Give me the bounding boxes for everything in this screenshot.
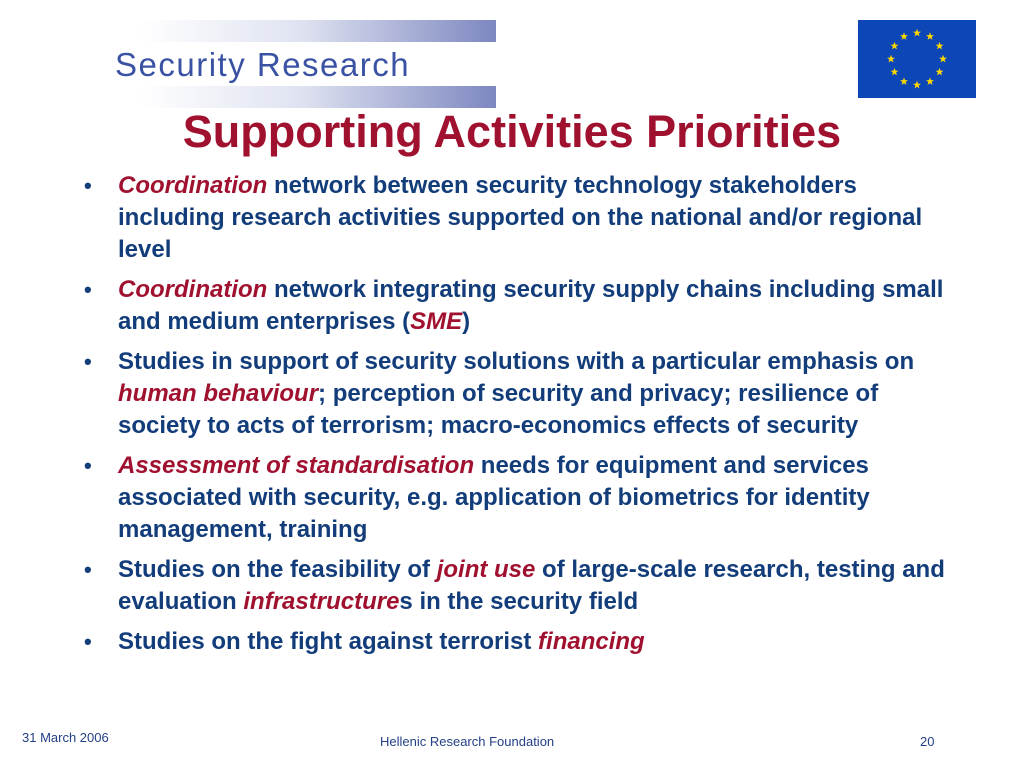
logo-text: Security Research — [115, 46, 411, 83]
item-text: network between security technology stakeholders including research activities supported on the national and/or regional level — [118, 172, 923, 263]
list-item — [80, 170, 960, 266]
item-text: Studies on the feasibility of — [118, 556, 437, 583]
highlight-term: joint use — [436, 556, 536, 583]
highlight-term: SME — [410, 308, 463, 335]
highlight-term: Coordination — [118, 172, 268, 199]
item-text: needs for equipment and services associated with security, e.g. application of biometrics for identity management, training — [118, 452, 870, 543]
list-item — [80, 450, 960, 546]
eu-flag-icon — [858, 20, 976, 98]
footer-organization: Hellenic Research Foundation — [380, 734, 555, 749]
list-item — [80, 626, 960, 658]
bullet-dot: • — [84, 557, 92, 582]
item-text: s in the security field — [399, 588, 639, 615]
page-number: 20 — [920, 734, 935, 749]
item-text: of large-scale research, testing and evaluation — [118, 556, 945, 615]
item-text: network integrating security supply chains including small and medium enterprises ( — [118, 276, 944, 335]
priority-list — [80, 170, 960, 666]
item-text: ; perception of security and privacy; resilience of society to acts of terrorism; macro-economics effects of security — [118, 380, 879, 439]
highlight-term: Assessment of standardisation — [118, 452, 475, 479]
highlight-term: human behaviour — [118, 380, 319, 407]
bullet-dot: • — [84, 349, 92, 374]
bullet-dot: • — [84, 173, 92, 198]
bullet-dot: • — [84, 629, 92, 654]
list-item — [80, 274, 960, 338]
highlight-term: financing — [538, 628, 645, 655]
bullet-dot: • — [84, 453, 92, 478]
footer-date: 31 March 2006 — [22, 730, 109, 745]
list-item — [80, 346, 960, 442]
highlight-term: Coordination — [118, 276, 268, 303]
eu-flag-svg — [858, 20, 976, 98]
item-text: Studies on the fight against terrorist — [118, 628, 539, 655]
item-text: Studies in support of security solutions with a particular emphasis on — [118, 348, 915, 375]
slide-title: Supporting Activities Priorities — [182, 106, 842, 157]
list-item — [80, 554, 960, 618]
item-text: ) — [462, 308, 471, 335]
highlight-term: infrastructure — [243, 588, 400, 615]
bullet-dot: • — [84, 277, 92, 302]
logo-bottom-stripe — [140, 86, 496, 108]
logo-top-stripe — [140, 20, 496, 42]
